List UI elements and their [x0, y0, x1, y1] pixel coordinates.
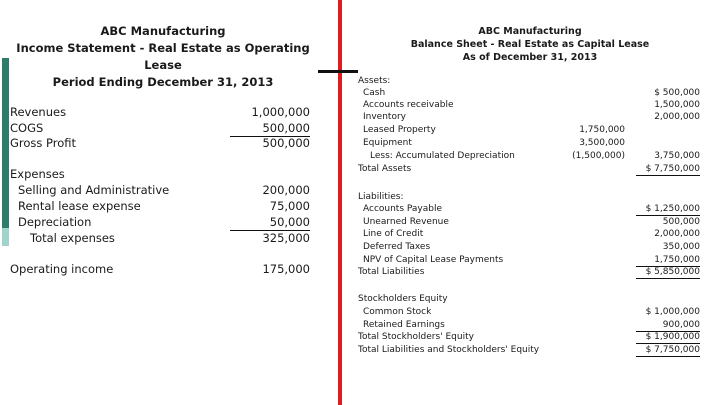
total-liabilities-equity-label: Total Liabilities and Stockholders' Equity — [358, 345, 540, 355]
balance-sheet-title — [352, 25, 708, 64]
cogs-value: 500,000 — [230, 120, 310, 137]
loc-label: Line of Credit — [363, 229, 424, 239]
income-statement-title — [0, 23, 326, 91]
inventory-value: 2,000,000 — [654, 112, 700, 122]
retained-earnings-label: Retained Earnings — [363, 320, 445, 330]
gross-profit-label: Gross Profit — [10, 136, 77, 150]
ar-value: 1,500,000 — [654, 100, 700, 110]
total-expenses-row — [10, 230, 310, 246]
deferred-taxes-row — [358, 241, 700, 253]
total-assets-value: $ 7,750,000 — [636, 163, 700, 176]
sga-label: Selling and Administrative — [18, 183, 170, 197]
revenues-label: Revenues — [10, 105, 67, 119]
total-assets-row — [358, 163, 700, 175]
total-liabilities-label: Total Liabilities — [358, 267, 425, 277]
depreciation-label: Depreciation — [18, 215, 92, 229]
ar-row — [358, 99, 700, 111]
total-liabilities-row — [358, 266, 700, 278]
expenses-label: Expenses — [10, 167, 65, 181]
revenues-row — [10, 104, 310, 120]
rental-label: Rental lease expense — [18, 199, 141, 213]
statement-name: Income Statement - Real Estate as Operating Lease — [16, 41, 310, 72]
equipment-row — [358, 137, 700, 149]
operating-income-label: Operating income — [10, 262, 114, 276]
liabilities-header-row — [358, 191, 700, 203]
unearned-value: 500,000 — [662, 217, 700, 227]
revenues-value: 1,000,000 — [251, 105, 310, 119]
assets-header-row — [358, 75, 700, 87]
vertical-divider — [338, 0, 342, 405]
sga-value: 200,000 — [262, 183, 310, 197]
leased-property-row — [358, 124, 700, 136]
unearned-row — [358, 216, 700, 228]
ap-row — [358, 203, 700, 215]
retained-earnings-row — [358, 319, 700, 331]
rental-row — [10, 198, 310, 214]
loc-row — [358, 228, 700, 240]
npv-lease-label: NPV of Capital Lease Payments — [363, 255, 504, 265]
statement-name: Balance Sheet - Real Estate as Capital Lease — [410, 39, 650, 50]
company-name: ABC Manufacturing — [478, 26, 582, 37]
depreciation-value: 50,000 — [230, 214, 310, 231]
common-stock-label: Common Stock — [363, 307, 432, 317]
accum-dep-row — [358, 150, 700, 162]
accent-bar-light — [2, 228, 9, 246]
gross-profit-row — [10, 135, 310, 151]
operating-income-row — [10, 261, 310, 277]
gross-profit-value: 500,000 — [262, 136, 310, 150]
equipment-subvalue: 3,500,000 — [579, 138, 625, 148]
expenses-header-row — [10, 166, 310, 182]
rental-value: 75,000 — [269, 199, 310, 213]
total-liabilities-equity-row — [358, 344, 700, 356]
statement-date: As of December 31, 2013 — [462, 52, 598, 63]
liabilities-header-label: Liabilities: — [358, 192, 404, 202]
total-expenses-label: Total expenses — [30, 231, 115, 245]
unearned-label: Unearned Revenue — [363, 217, 449, 227]
ap-value: $ 1,250,000 — [636, 203, 700, 216]
deferred-taxes-label: Deferred Taxes — [363, 242, 431, 252]
loc-value: 2,000,000 — [654, 229, 700, 239]
leased-property-subvalue: 1,750,000 — [579, 125, 625, 135]
statement-period: Period Ending December 31, 2013 — [52, 75, 274, 89]
common-stock-row — [358, 306, 700, 318]
operating-income-value: 175,000 — [262, 262, 310, 276]
cash-row — [358, 87, 700, 99]
deferred-taxes-value: 350,000 — [662, 242, 700, 252]
total-equity-value: $ 1,900,000 — [636, 331, 700, 344]
total-expenses-value: 325,000 — [262, 231, 310, 245]
net-fixed-assets-value: 3,750,000 — [654, 151, 700, 161]
inventory-label: Inventory — [363, 112, 406, 122]
depreciation-row — [10, 214, 310, 230]
npv-lease-value: 1,750,000 — [636, 254, 700, 267]
equity-header-row — [358, 293, 700, 305]
cash-label: Cash — [363, 88, 386, 98]
total-liabilities-equity-value: $ 7,750,000 — [636, 344, 700, 357]
assets-header-label: Assets: — [358, 76, 391, 86]
total-liabilities-value: $ 5,850,000 — [636, 266, 700, 279]
total-equity-row — [358, 331, 700, 343]
inventory-row — [358, 111, 700, 123]
equity-header-label: Stockholders Equity — [358, 294, 448, 304]
sga-row — [10, 182, 310, 198]
leased-property-label: Leased Property — [363, 125, 436, 135]
cash-value: $ 500,000 — [654, 88, 700, 98]
ar-label: Accounts receivable — [363, 100, 454, 110]
ap-label: Accounts Payable — [363, 204, 443, 214]
cogs-row — [10, 120, 310, 136]
total-equity-label: Total Stockholders' Equity — [358, 332, 474, 342]
equipment-label: Equipment — [363, 138, 412, 148]
common-stock-value: $ 1,000,000 — [645, 307, 700, 317]
total-assets-label: Total Assets — [358, 164, 412, 174]
accum-dep-label: Less: Accumulated Depreciation — [370, 151, 515, 161]
npv-lease-row — [358, 254, 700, 266]
accum-dep-subvalue: (1,500,000) — [572, 151, 625, 161]
cogs-label: COGS — [10, 121, 44, 135]
retained-earnings-value: 900,000 — [636, 319, 700, 332]
company-name: ABC Manufacturing — [100, 24, 226, 38]
